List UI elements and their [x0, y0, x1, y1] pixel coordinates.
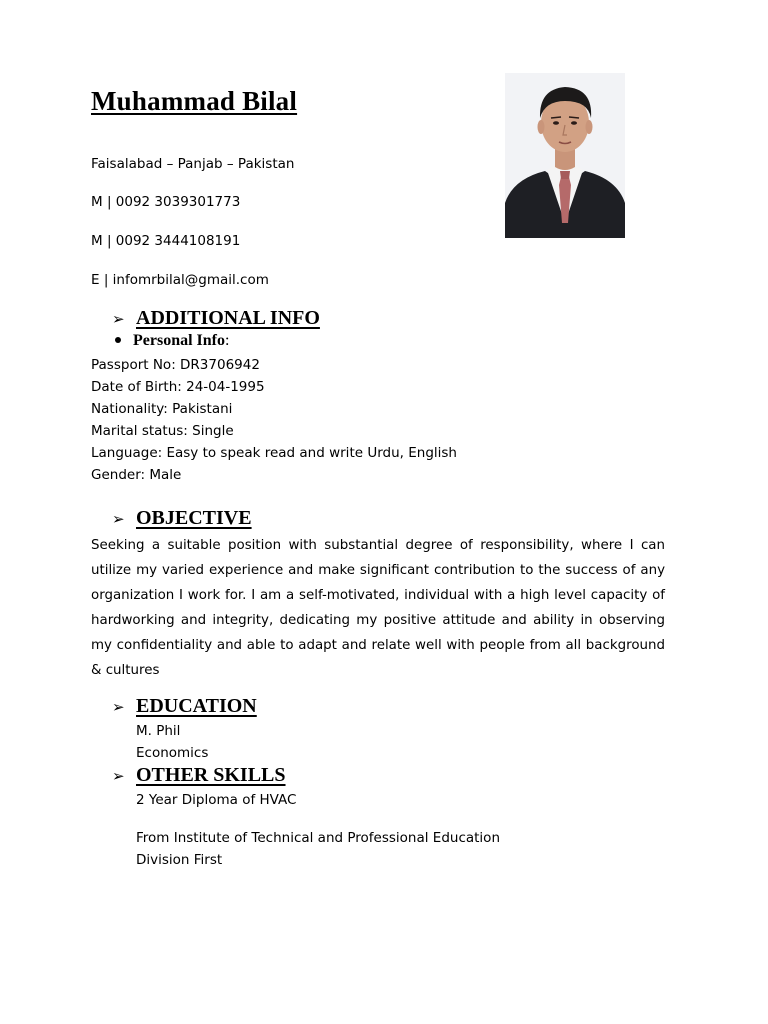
personal-info-colon: :: [225, 332, 230, 349]
skill-institute: From Institute of Technical and Professional Education: [136, 830, 500, 846]
email-address: E | infomrbilal@gmail.com: [91, 272, 269, 288]
objective-heading: [112, 507, 252, 530]
mobile-number-1: M | 0092 3039301773: [91, 194, 241, 210]
mobile-number-2: M | 0092 3444108191: [91, 233, 241, 249]
personal-info-bullet: [115, 332, 229, 350]
gender: Gender: Male: [91, 467, 182, 483]
skill-diploma: 2 Year Diploma of HVAC: [136, 792, 297, 808]
personal-info-list: [91, 354, 457, 486]
education-details: [136, 720, 208, 764]
skill-division: Division First: [136, 852, 223, 868]
additional-info-heading-text: ADDITIONAL INFO: [136, 307, 320, 329]
objective-text: Seeking a suitable position with substantial degree of responsibility, where I can utilize my varied experience and make significant contribution to the success of any organization I work for. I am a self-motivated, individual with a high level capacity of hardworking and integrity, dedicating my positive attitude and ability in observing my confidentiality and able to adapt and relate well with people from all background & cultures: [91, 538, 665, 678]
profile-photo: [505, 73, 625, 238]
passport-number: Passport No: DR3706942: [91, 357, 260, 373]
education-degree: M. Phil: [136, 723, 181, 739]
candidate-name: Muhammad Bilal: [91, 86, 298, 116]
additional-info-heading: [112, 307, 320, 330]
other-skills-heading-text: OTHER SKILLS: [136, 764, 286, 786]
arrowhead-bullet-icon: ➢: [112, 309, 125, 328]
arrowhead-bullet-icon: ➢: [112, 509, 125, 528]
nationality: Nationality: Pakistani: [91, 401, 233, 417]
personal-info-label: Personal Info: [133, 332, 225, 349]
profile-photo-illustration: [505, 73, 625, 238]
language: Language: Easy to speak read and write Urdu, English: [91, 445, 457, 461]
education-heading: [112, 695, 257, 718]
other-skills-heading: [112, 764, 286, 787]
location: Faisalabad – Panjab – Pakistan: [91, 156, 295, 172]
marital-status: Marital status: Single: [91, 423, 234, 439]
bullet-dot-icon: [115, 337, 121, 343]
objective-heading-text: OBJECTIVE: [136, 507, 252, 529]
education-field: Economics: [136, 745, 209, 761]
arrowhead-bullet-icon: ➢: [112, 697, 125, 716]
arrowhead-bullet-icon: ➢: [112, 766, 125, 785]
date-of-birth: Date of Birth: 24-04-1995: [91, 379, 265, 395]
other-skills-details: [136, 789, 500, 871]
education-heading-text: EDUCATION: [136, 695, 257, 717]
